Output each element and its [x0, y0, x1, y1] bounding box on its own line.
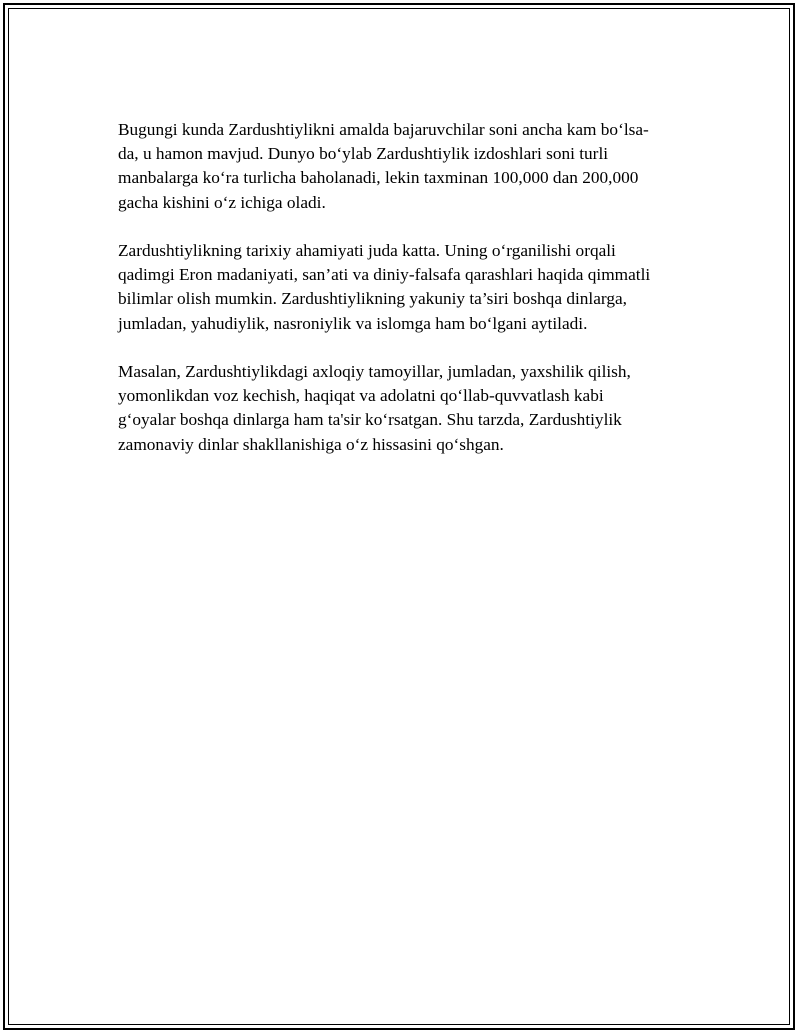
paragraph-3: Masalan, Zardushtiylikdagi axloqiy tamoyillar, jumladan, yaxshilik qilish, yomonlikdan voz kechish, haqiqat va adolatni qo‘llab-quvvatlash kabi g‘oyalar boshqa dinlarga ham ta'sir ko‘rsatgan. Shu tarzda, Zardushtiylik zamonaviy dinlar shakllanishiga o‘z hissasini qo‘shgan.	[118, 362, 631, 454]
paragraph-2: Zardushtiylikning tarixiy ahamiyati juda katta. Uning o‘rganilishi orqali qadimgi Eron madaniyati, san’ati va diniy-falsafa qarashlari haqida qimmatli bilimlar olish mumkin. Zardushtiylikning yakuniy ta’siri boshqa dinlarga, jumladan, yahudiylik, nasroniylik va islomga ham bo‘lgani aytiladi.	[118, 241, 651, 333]
paragraph-1: Bugungi kunda Zardushtiylikni amalda bajaruvchilar soni ancha kam bo‘lsa- da, u hamon mavjud. Dunyo bo‘ylab Zardushtiylik izdoshlari soni turli manbalarga ko‘ra turlicha baholanadi, lekin taxminan 100,000 dan 200,000 gacha kishini o‘z ichiga oladi.	[118, 120, 649, 212]
document-body	[118, 118, 688, 481]
